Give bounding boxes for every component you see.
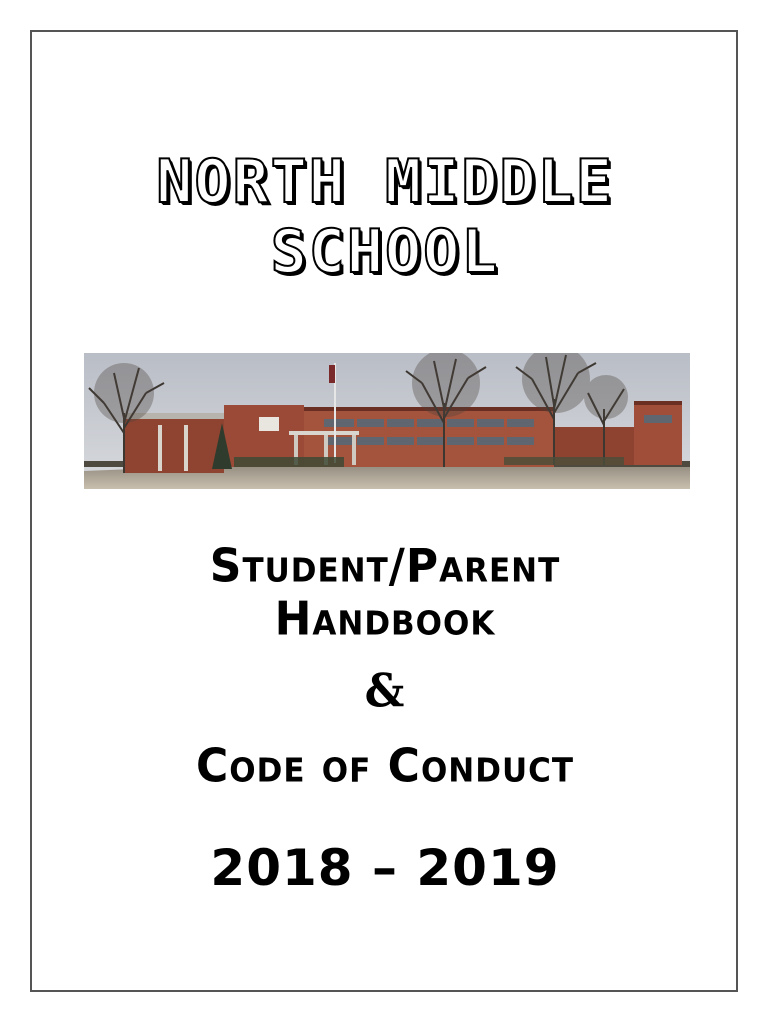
school-name-line1: NORTH MIDDLE — [156, 147, 614, 217]
school-building-photo — [84, 353, 690, 489]
handbook-title-line1: Student/Parent — [209, 539, 561, 594]
handbook-title-line2: Handbook — [274, 592, 496, 647]
code-of-conduct-title: Code of Conduct — [195, 739, 575, 794]
ampersand: & — [364, 664, 406, 719]
school-year: 2018 – 2019 — [210, 839, 560, 897]
school-name-line2: SCHOOL — [270, 217, 500, 287]
